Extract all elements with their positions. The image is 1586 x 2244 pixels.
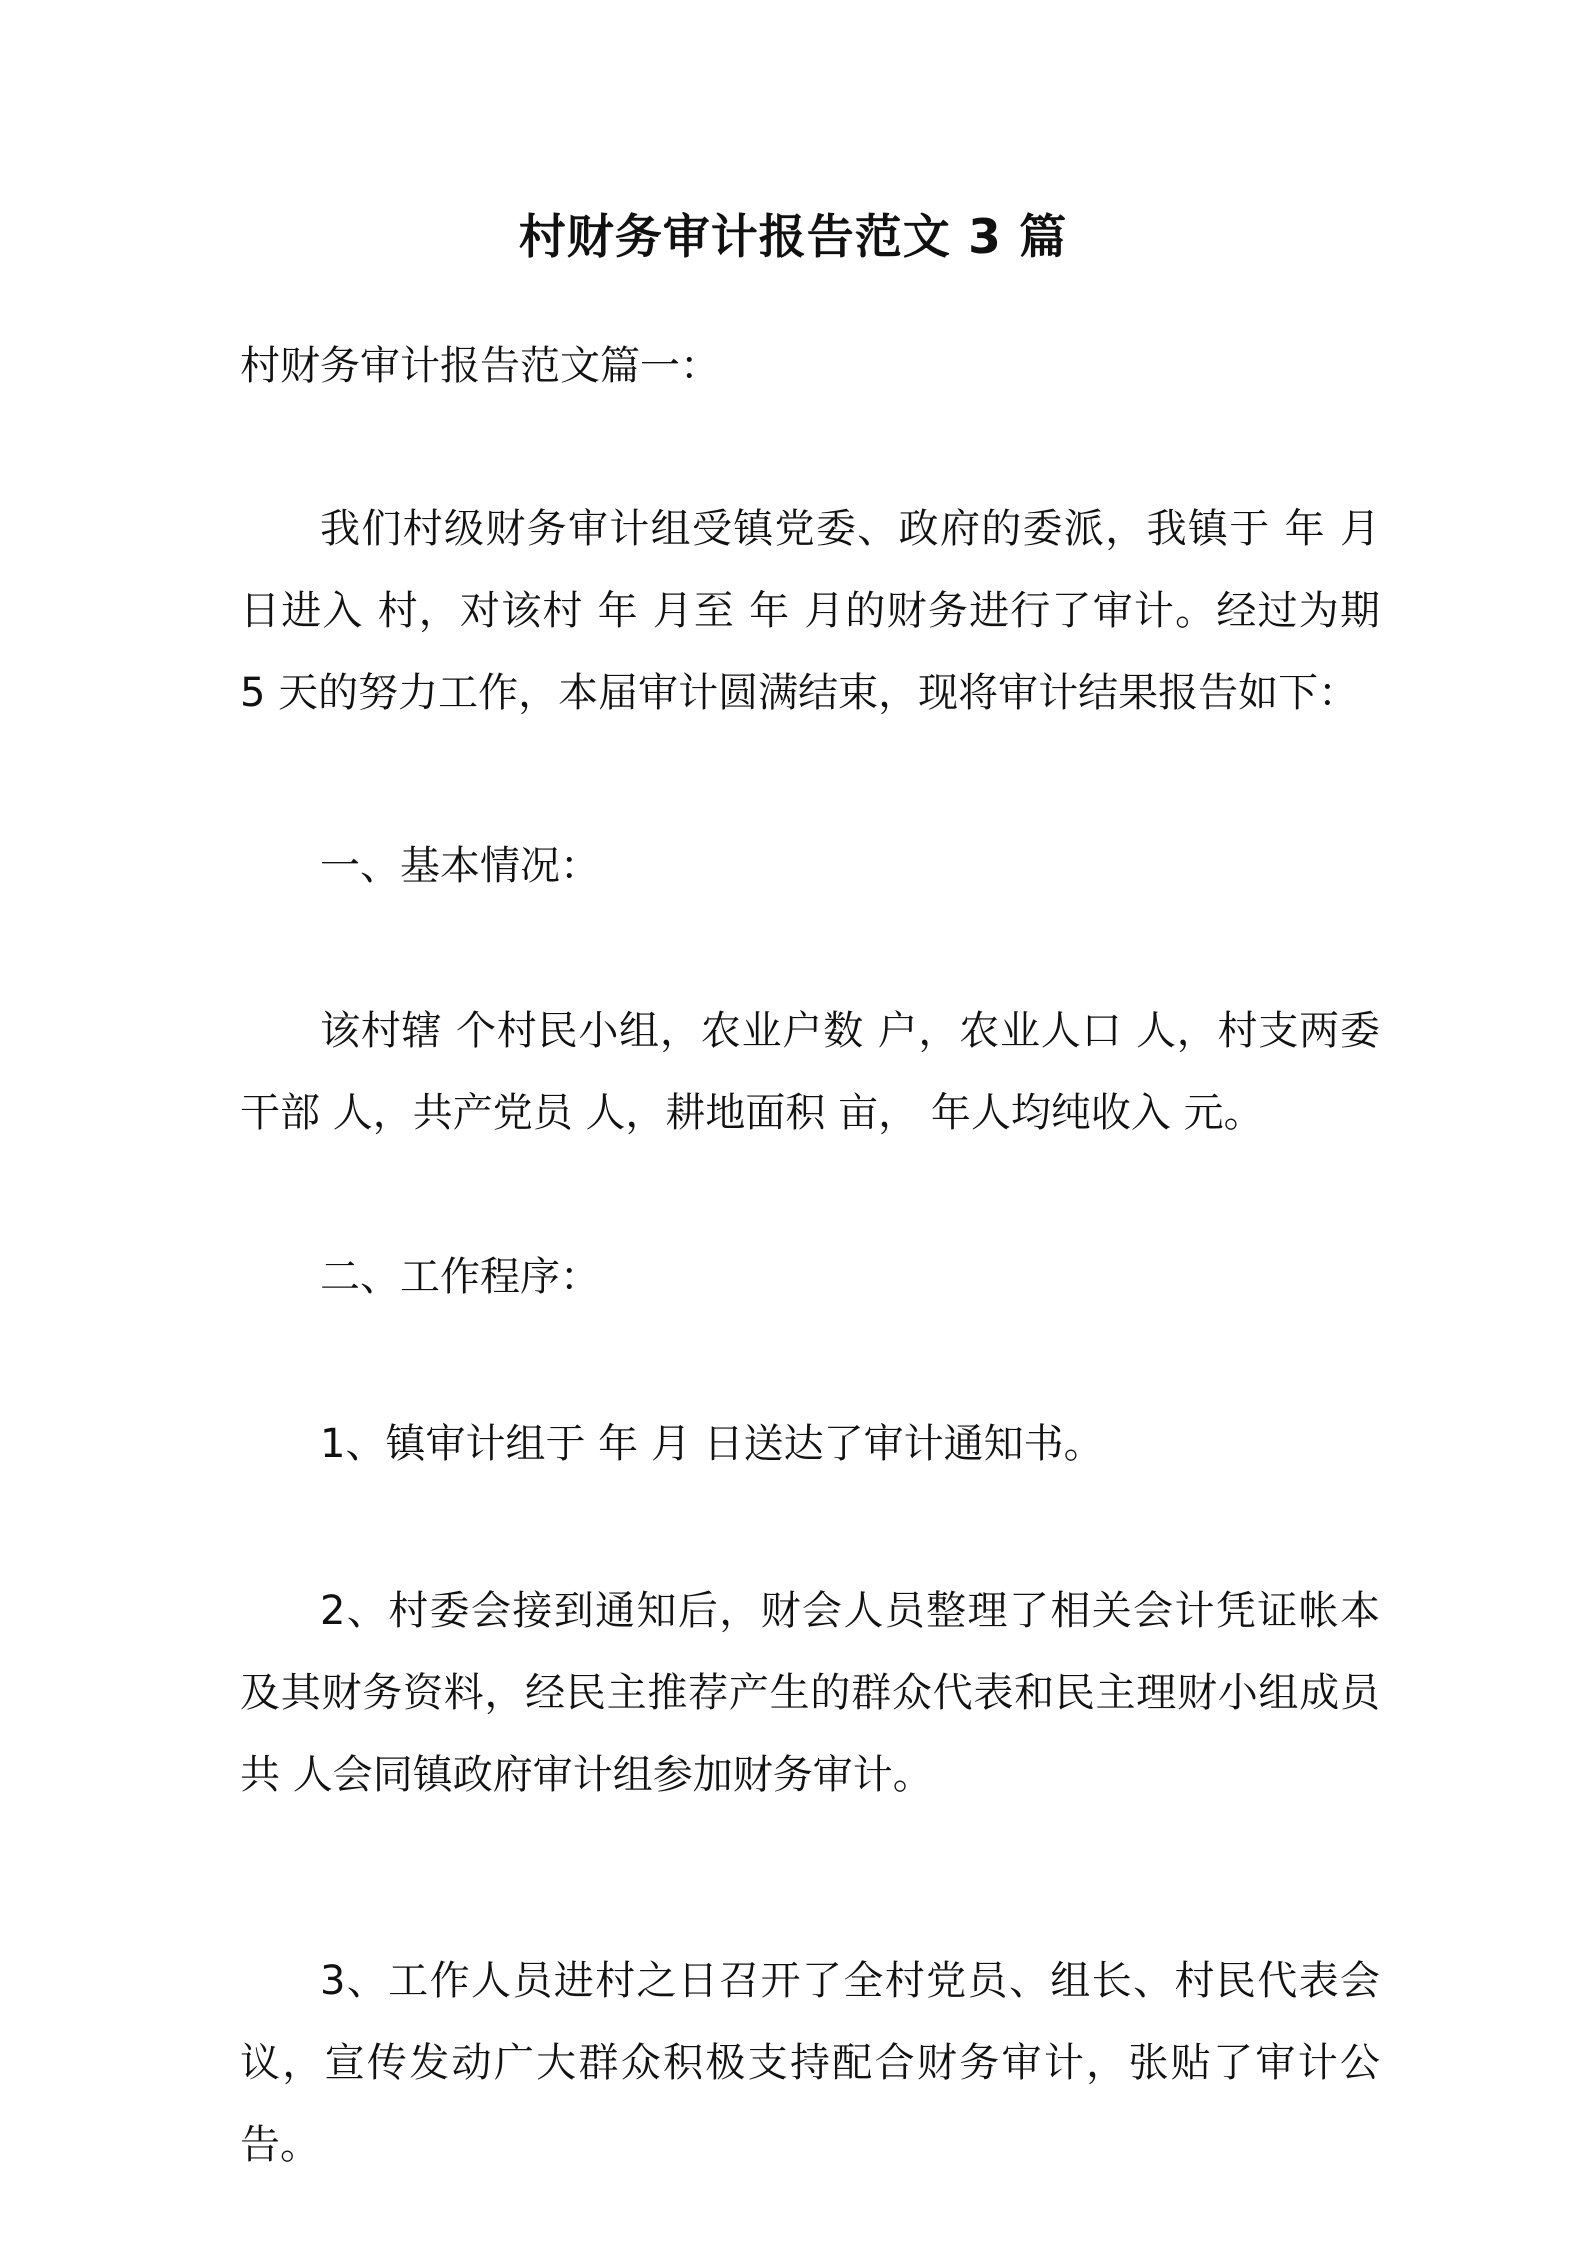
basic-info-heading: 一、基本情况： (320, 843, 600, 889)
procedure-heading: 二、工作程序： (320, 1254, 600, 1300)
section-heading: 村财务审计报告范文篇一： (240, 343, 720, 389)
basic-info-paragraph: 该村辖 个村民小组，农业户数 户，农业人口 人，村支两委干部 人，共产党员 人，耕地面积 亩， 年人均纯收入 元。 (240, 1008, 1380, 1136)
procedure-item-2: 2、村委会接到通知后，财会人员整理了相关会计凭证帐本及其财务资料，经民主推荐产生的群众代表和民主理财小组成员共 人会同镇政府审计组参加财务审计。 (240, 1588, 1380, 1798)
document-title: 村财务审计报告范文 3 篇 (518, 210, 1068, 265)
procedure-item-3: 3、工作人员进村之日召开了全村党员、组长、村民代表会议，宣传发动广大群众积极支持配合财务审计，张贴了审计公告。 (240, 1958, 1380, 2168)
procedure-item-1: 1、镇审计组于 年 月 日送达了审计通知书。 (320, 1421, 1104, 1467)
intro-paragraph: 我们村级财务审计组受镇党委、政府的委派，我镇于 年 月 日进入 村，对该村 年 月至 年 月的财务进行了审计。经过为期 5 天的努力工作，本届审计圆满结束，现将审计结果报告如下： (240, 506, 1380, 716)
